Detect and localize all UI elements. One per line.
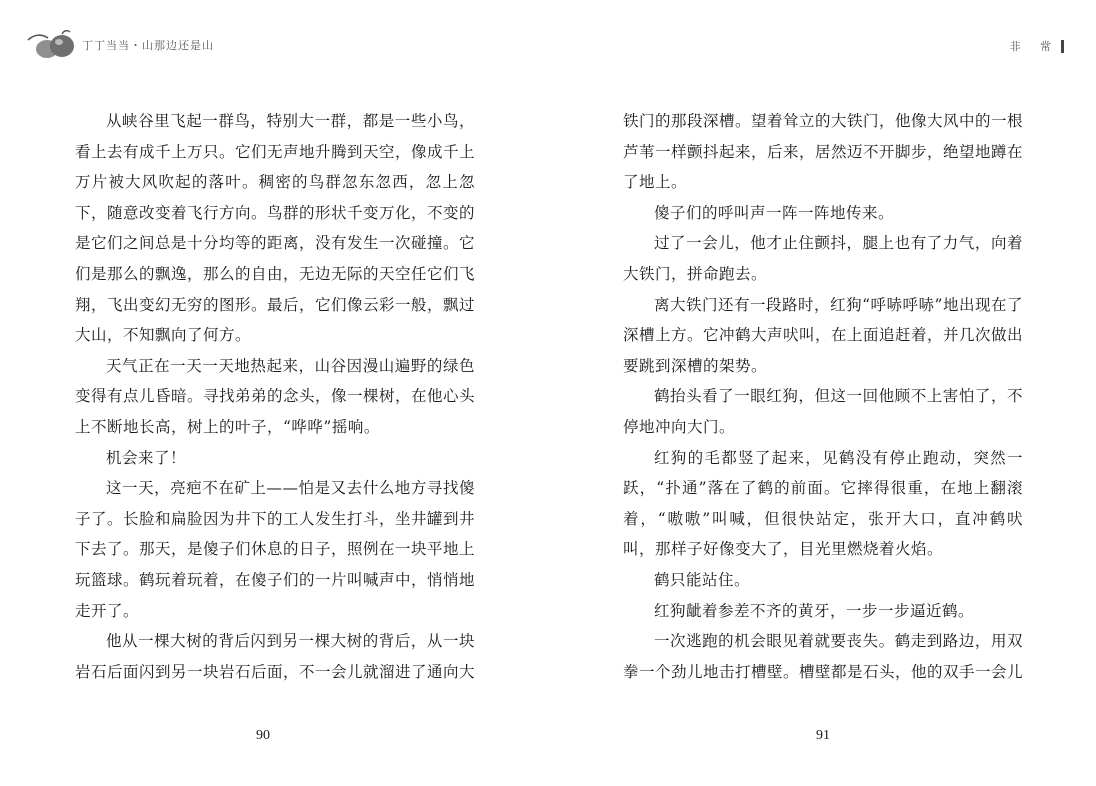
left-page-body xyxy=(75,106,475,687)
paragraph: 天气正在一天一天地热起来，山谷因漫山遍野的绿色变得有点儿昏暗。寻找弟弟的念头，像一棵树，在他心头上不断地长高，树上的叶子，“哗哗”摇响。 xyxy=(75,356,476,436)
paragraph: 他从一棵大树的背后闪到另一棵大树的背后，从一块岩石后面闪到另一块岩石后面，不一会儿就溜进了通向大 xyxy=(75,632,476,681)
paragraph: 离大铁门还有一段路时，红狗“呼哧呼哧”地出现在了深槽上方。它冲鹤大声吠叫，在上面追赶着，并几次做出要跳到深槽的架势。 xyxy=(623,295,1024,375)
paragraph: 机会来了！ xyxy=(106,448,187,467)
chapter-title: 非 常 xyxy=(1009,40,1059,53)
paragraph: 鹤抬头看了一眼红狗，但这一回他顾不上害怕了，不停地冲向大门。 xyxy=(623,387,1023,436)
paragraph: 红狗龇着参差不齐的黄牙，一步一步逼近鹤。 xyxy=(654,601,975,620)
header-bar-marker xyxy=(1061,40,1064,53)
page-number-left: 90 xyxy=(256,728,270,743)
running-header-right xyxy=(1010,38,1065,54)
paragraph-continued: 铁门的那段深槽。望着耸立的大铁门，他像大风中的一根芦苇一样颤抖起来，后来，居然迈不开脚步，绝望地蹲在了地上。 xyxy=(623,112,1024,192)
paragraph: 这一天，亮疤不在矿上——怕是又去什么地方寻找傻子了。长脸和扁脸因为井下的工人发生打斗，坐井罐到井下去了。那天，是傻子们休息的日子，照例在一块平地上玩篮球。鹤玩着玩着，在傻子们的一片叫喊声中，悄悄地走开了。 xyxy=(75,479,476,620)
gourd-logo-icon xyxy=(26,28,76,62)
paragraph: 过了一会儿，他才止住颤抖，腿上也有了力气，向着大铁门，拼命跑去。 xyxy=(623,234,1023,283)
paragraph: 红狗的毛都竖了起来，见鹤没有停止跑动，突然一跃，“扑通”落在了鹤的前面。它摔得很重，在地上翻滚着，“嗷嗷”叫喊，但很快站定，张开大口，直冲鹤吠叫，那样子好像变大了，目光里燃烧着火焰。 xyxy=(623,448,1023,559)
running-header-left xyxy=(26,28,214,62)
page-number-right: 91 xyxy=(816,728,830,743)
paragraph: 鹤只能站住。 xyxy=(654,570,751,589)
series-title: 丁丁当当・山那边还是山 xyxy=(82,39,214,52)
paragraph: 从峡谷里飞起一群鸟，特别大一群，都是一些小鸟，看上去有成千上万只。它们无声地升腾到天空，像成千上万片被大风吹起的落叶。稠密的鸟群忽东忽西，忽上忽下，随意改变着飞行方向。鸟群的形状千变万化，不变的是它们之间总是十分均等的距离，没有发生一次碰撞。它们是那么的飘逸，那么的自由，无边无际的天空任它们飞翔，飞出变幻无穷的图形。最后，它们像云彩一般，飘过大山，不知飘向了何方。 xyxy=(75,112,476,345)
right-page-body xyxy=(623,106,1023,687)
paragraph: 傻子们的呼叫声一阵一阵地传来。 xyxy=(654,203,895,222)
paragraph: 一次逃跑的机会眼见着就要丧失。鹤走到路边，用双拳一个劲儿地击打槽壁。槽壁都是石头，他的双手一会儿 xyxy=(623,632,1024,681)
